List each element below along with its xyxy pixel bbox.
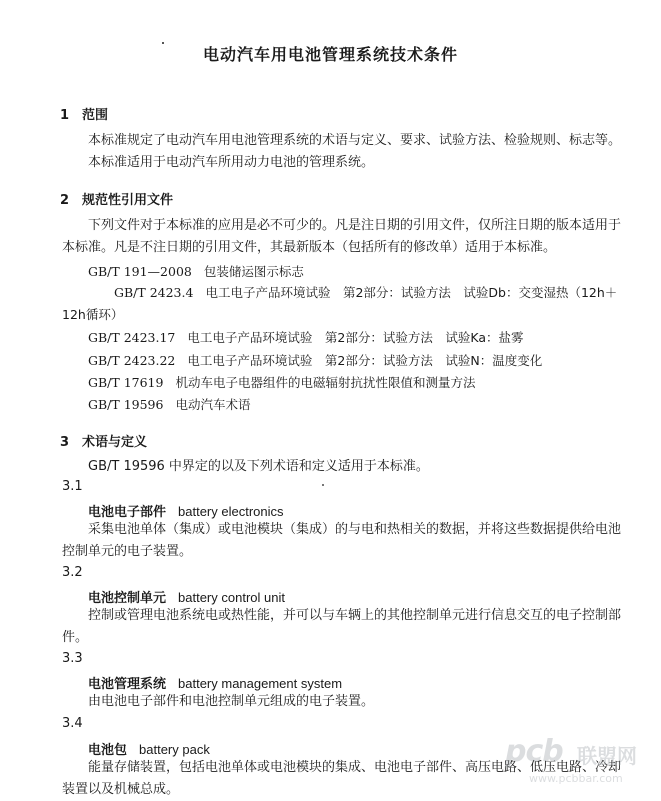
section-3-intro: GB/T 19596 中界定的以及下列术语和定义适用于本标准。	[88, 459, 429, 474]
clause-number: 3.2	[62, 565, 83, 580]
reference-item: GB/T 191—2008 包装储运图示标志	[88, 264, 304, 279]
term-title: 电池电子部件 battery electronics	[88, 504, 284, 520]
section-2-intro: 下列文件对于本标准的应用是必不可少的。凡是注日期的引用文件，仅所注日期的版本适用于本标准。凡是不注日期的引用文件，其最新版本（包括所有的修改单）适用于本标准。	[62, 218, 622, 255]
reference-item: GB/T 19596 电动汽车术语	[88, 397, 251, 412]
section-1-paragraph-2: 本标准适用于电动汽车所用动力电池的管理系统。	[88, 155, 375, 170]
document-title: 电动汽车用电池管理系统技术条件	[202, 45, 458, 64]
section-2-heading: 2 规范性引用文件	[60, 193, 174, 208]
watermark-name: 联盟网	[577, 744, 637, 768]
term-title: 电池包 battery pack	[88, 742, 210, 758]
watermark-url: www.pcbbar.com	[529, 772, 623, 785]
reference-item: GB/T 2423.4 电工电子产品环境试验 第2部分：试验方法 试验Db：交变湿热（12h＋12h循环）	[62, 285, 618, 322]
watermark-logo	[505, 734, 655, 792]
term-title: 电池管理系统 battery management system	[88, 676, 343, 692]
section-3-heading: 3 术语与定义	[60, 435, 148, 450]
term-definition: 采集电池单体（集成）或电池模块（集成）的与电和热相关的数据，并将这些数据提供给电池控制单元的电子装置。	[62, 522, 622, 559]
reference-item: GB/T 2423.22 电工电子产品环境试验 第2部分：试验方法 试验N：温度变化	[88, 353, 543, 368]
term-definition: 控制或管理电池系统电或热性能，并可以与车辆上的其他控制单元进行信息交互的电子控制部件。	[62, 608, 622, 645]
term-definition: 由电池电子部件和电池控制单元组成的电子装置。	[88, 694, 375, 709]
term-definition: 能量存储装置，包括电池单体或电池模块的集成、电池电子部件、高压电路、低压电路、冷却装置以及机械总成。	[62, 760, 622, 797]
reference-item: GB/T 17619 机动车电子电器组件的电磁辐射抗扰性限值和测量方法	[88, 375, 476, 390]
reference-item: GB/T 2423.17 电工电子产品环境试验 第2部分：试验方法 试验Ka：盐雾	[88, 330, 524, 345]
section-1-heading: 1 范围	[60, 108, 109, 123]
clause-number: 3.4	[62, 716, 83, 731]
clause-number: 3.3	[62, 651, 83, 666]
clause-number: 3.1	[62, 479, 83, 494]
term-title: 电池控制单元 battery control unit	[88, 590, 285, 606]
watermark-logo-text: pcb	[505, 734, 563, 769]
section-1-paragraph-1: 本标准规定了电动汽车用电池管理系统的术语与定义、要求、试验方法、检验规则、标志等。	[88, 133, 622, 148]
scan-speck	[322, 484, 324, 486]
